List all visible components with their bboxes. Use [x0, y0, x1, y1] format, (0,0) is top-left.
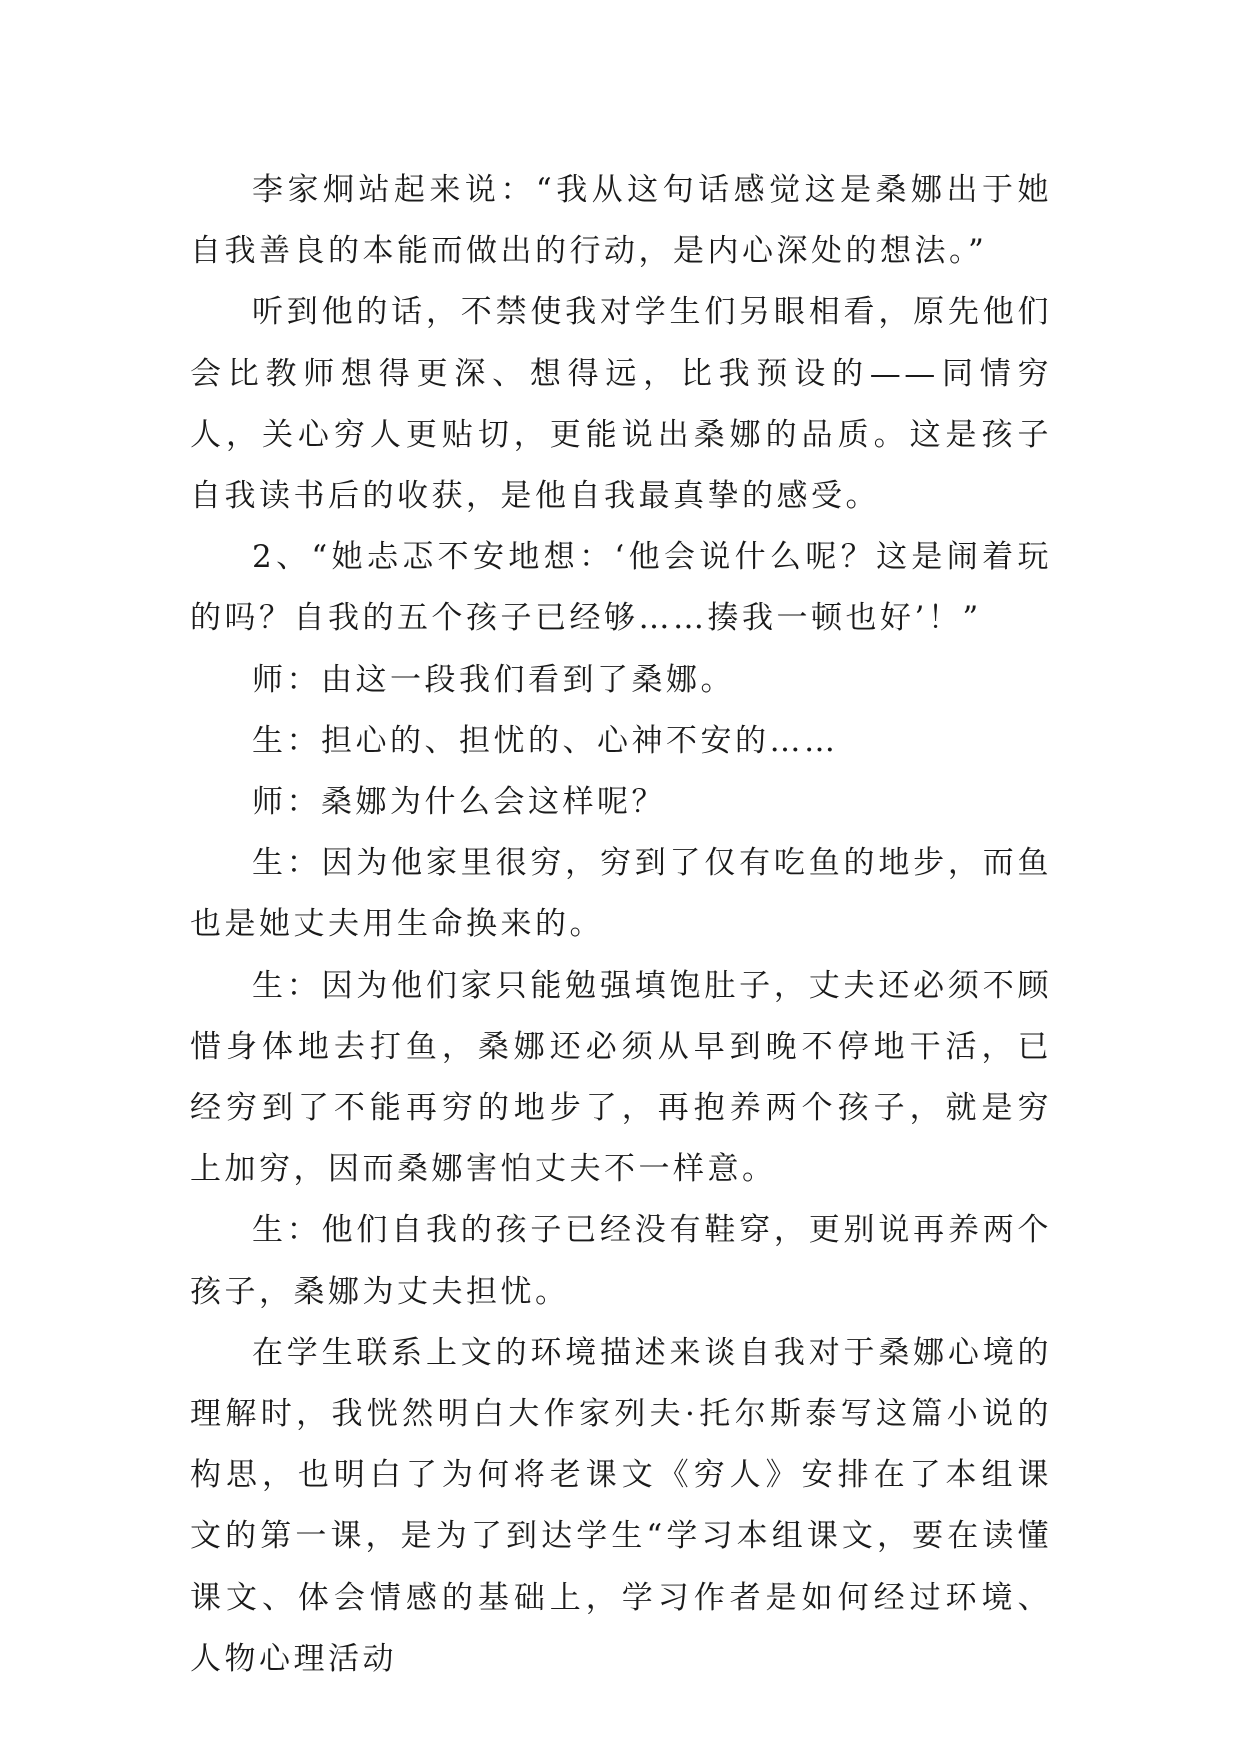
paragraph-8: 生：因为他们家只能勉强填饱肚子，丈夫还必须不顾惜身体地去打鱼，桑娜还必须从早到晚不停地干活，已经穷到了不能再穷的地步了，再抱养两个孩子，就是穷上加穷，因而桑娜害怕丈夫不一样意。 [190, 967, 1052, 1188]
paragraph-4: 师：由这一段我们看到了桑娜。 [252, 661, 735, 698]
document-body [190, 160, 1052, 1690]
paragraph-6: 师：桑娜为什么会这样呢？ [252, 784, 666, 821]
paragraph-5: 生：担心的、担忧的、心神不安的…… [252, 722, 839, 759]
paragraph-2: 听到他的话，不禁使我对学生们另眼相看，原先他们会比教师想得更深、想得远，比我预设的——同情穷人，关心穷人更贴切，更能说出桑娜的品质。这是孩子自我读书后的收获，是他自我最真挚的感受。 [190, 294, 1052, 515]
paragraph-1: 李家炯站起来说：“我从这句话感觉这是桑娜出于她自我善良的本能而做出的行动，是内心深处的想法。” [190, 172, 1052, 270]
paragraph-10: 在学生联系上文的环境描述来谈自我对于桑娜心境的理解时，我恍然明白大作家列夫·托尔斯泰写这篇小说的构思，也明白了为何将老课文《穷人》安排在了本组课文的第一课，是为了到达学生“学习本组课文，要在读懂课文、体会情感的基础上，学习作者是如何经过环境、人物心理活动 [190, 1334, 1052, 1677]
paragraph-9: 生：他们自我的孩子已经没有鞋穿，更别说再养两个孩子，桑娜为丈夫担忧。 [190, 1212, 1052, 1310]
paragraph-7: 生：因为他家里很穷，穷到了仅有吃鱼的地步，而鱼也是她丈夫用生命换来的。 [190, 845, 1052, 943]
paragraph-3: 2、“她忐忑不安地想：‘他会说什么呢？这是闹着玩的吗？自我的五个孩子已经够……揍我一顿也好’！” [190, 539, 1052, 637]
